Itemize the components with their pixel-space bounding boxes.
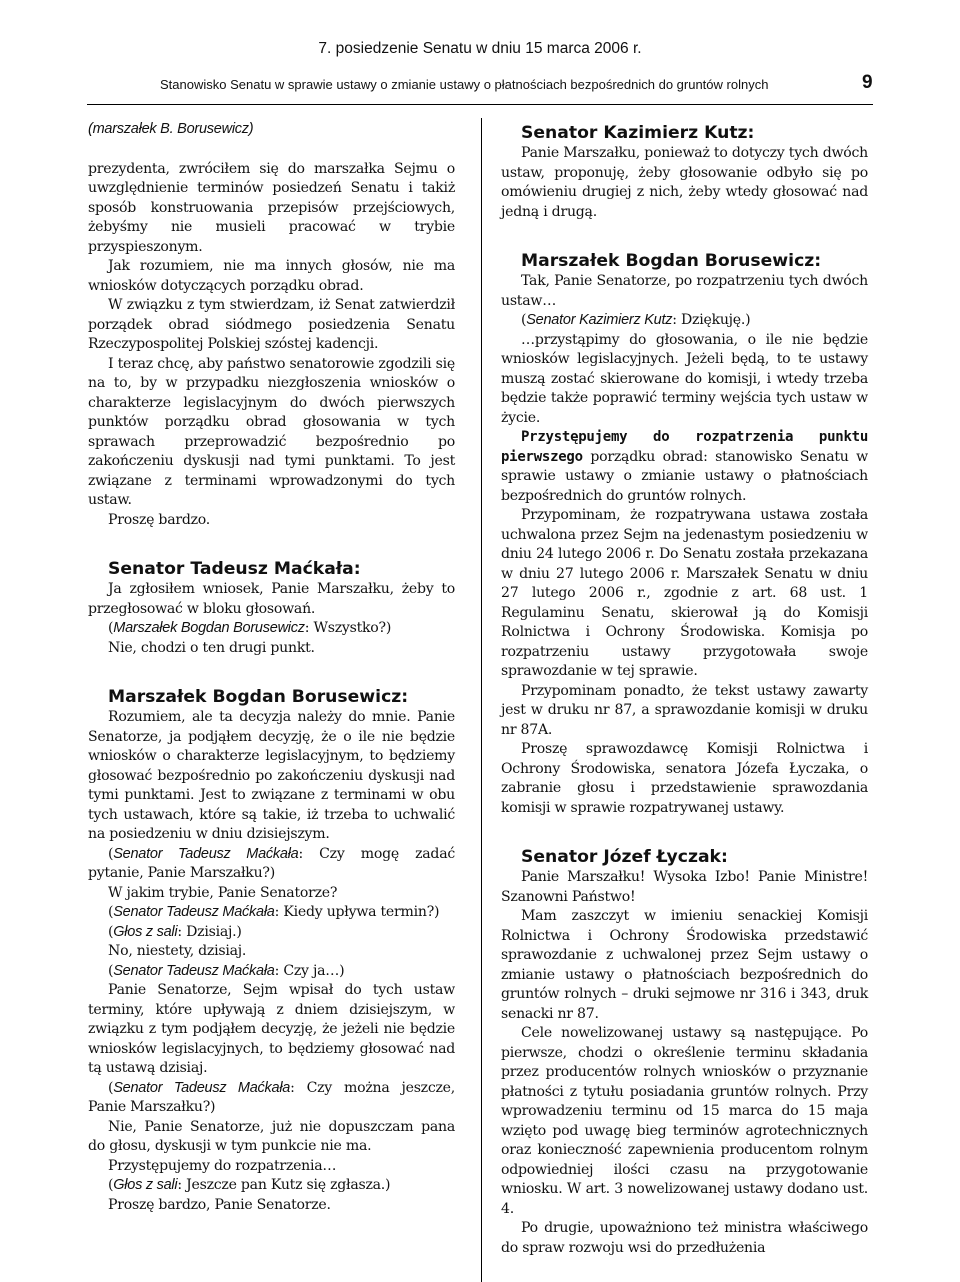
agenda-text: porządku obrad: stanowisko Senatu w sprawie ustawy o zmianie ustawy o płatnościach bezpośrednich do gruntów rolnych. — [501, 448, 868, 504]
paragraph: Rozumiem, ale ta decyzja należy do mnie. Panie Senatorze, ja podjąłem decyzję, że o ile nie będzie wniosków o charakterze legislacyjnym, to będziemy głosować bezpośrednio po zakończeniu dyskusji nad tymi punktami. Jest to związane z terminami w obu tych ustawach, które są takie, iż trzeba to uchwalić na posiedzeniu w dniu dzisiejszym. — [88, 709, 455, 842]
paragraph: Cele nowelizowanej ustawy są następujące. Po pierwsze, chodzi o określenie terminu składania przez producentów rolnych wniosków o przyznanie płatności z tytułu posiadania gruntów rolnych. Przy wprowadzeniu terminu od 15 marca do 15 maja wzięto pod uwagę bieg terminów agrotechnicznych oraz konieczność zapewnienia producentom rolnym odpowiedniej ilości czasu na przygotowanie wniosku. W art. 3 nowelizowanej ustawy dodano ust. 4. — [501, 1025, 868, 1217]
speaker-heading: Senator Tadeusz Maćkała: — [108, 559, 361, 579]
speaker-heading: Senator Kazimierz Kutz: — [521, 123, 755, 143]
page-header-title: 7. posiedzenie Senatu w dniu 15 marca 2006 r. — [318, 40, 642, 57]
interjection: (Senator Tadeusz Maćkała: Kiedy upływa termin?) — [108, 904, 440, 920]
interjection-speaker: Głos z sali — [113, 923, 178, 940]
interjection-text: : Czy ja…) — [274, 962, 345, 979]
paragraph: Mam zaszczyt w imieniu senackiej Komisji Rolnictwa i Ochrony Środowiska przedstawić sprawozdanie z uchwalonej przez Sejm ustawy o zmianie ustawy o płatnościach bezpośrednich do gruntów rolnych – druki sejmowe nr 316 i 343, druk senacki nr 87. — [501, 908, 868, 1022]
interjection-speaker: Senator Tadeusz Maćkała — [113, 1079, 291, 1096]
page-number: 9 — [862, 72, 873, 93]
interjection: (Głos z sali: Dzisiaj.) — [108, 923, 242, 940]
right-column — [501, 122, 868, 1258]
interjection-text: : Czy mogę zadać pytanie, Panie Marszałku?) — [88, 845, 455, 881]
paragraph: Panie Marszałku, ponieważ to dotyczy tych dwóch ustaw, proponuję, żeby głosowanie odbyło się po omówieniu drugiej z nich, żeby wtedy głosować nad jedną i drugą. — [501, 145, 868, 220]
interjection-speaker: Marszałek Bogdan Borusewicz — [113, 620, 305, 636]
paragraph: Przypominam ponadto, że tekst ustawy zawarty jest w druku nr 87, a sprawozdanie komisji w druku nr 87A. — [501, 682, 868, 738]
interjection: (Senator Tadeusz Maćkała: Czy mogę zadać pytanie, Panie Marszałku?) — [88, 845, 455, 881]
interjection-text: : Dziękuję.) — [672, 312, 751, 328]
paragraph: Panie Senatorze, Sejm wpisał do tych ustaw terminy, które upływają z dniem dzisiejszym, w związku z tym podjąłem decyzję, że jeżeli nie będzie wniosków legislacyjnych, to będziemy głosować nad tą ustawą dzisiaj. — [88, 982, 455, 1076]
speaker-heading: Senator Józef Łyczak: — [521, 847, 728, 867]
paragraph: I teraz chcę, aby państwo senatorowie zgodzili się na to, by w przypadku niezgłoszenia wniosków o charakterze legislacyjnym do dwóch pierwszych punktów porządku obrad głosowania w tych sprawach przeprowadzić bezpośrednio po zakończeniu dyskusji nad tymi punktami. To jest związane z terminami wprowadzonymi do tych ustaw. — [88, 355, 455, 508]
agenda-item-emphasis: Przystępujemy do rozpatrzenia punktu pierwszego — [501, 429, 868, 465]
paragraph: Panie Marszałku! Wysoka Izbo! Panie Ministre! Szanowni Państwo! — [501, 869, 868, 905]
paragraph: Ja zgłosiłem wniosek, Panie Marszałku, żeby to przegłosować w bloku głosowań. — [88, 581, 455, 617]
paragraph: Proszę sprawozdawcę Komisji Rolnictwa i Ochrony Środowiska, senatora Józefa Łyczaka, o zabranie głosu i przedstawienie sprawozdania komisji w sprawie rozpatrywanej ustawy. — [501, 741, 868, 816]
interjection-text: : Czy można jeszcze, Panie Marszałku?) — [88, 1079, 455, 1115]
agenda-paragraph — [501, 428, 868, 506]
speaker-note: (marszałek B. Borusewicz) — [88, 121, 254, 137]
paragraph: Proszę bardzo, Panie Senatorze. — [108, 1196, 331, 1213]
paragraph: Nie, Panie Senatorze, już nie dopuszczam pana do głosu, dyskusji w tym punkcie nie ma. — [88, 1118, 455, 1154]
paragraph: prezydenta, zwróciłem się do marszałka Sejmu o uwzględnienie terminów posiedzeń Senatu i takiż sposób konstruowania przepisów przejściowych, żebyśmy nie musieli pracować w trybie przyspieszonym. — [88, 160, 455, 255]
interjection-speaker: Senator Tadeusz Maćkała — [113, 904, 275, 920]
paragraph: Nie, chodzi o ten drugi punkt. — [108, 639, 315, 656]
header-rule — [87, 104, 873, 105]
paragraph: Przystępujemy do rozpatrzenia… — [108, 1157, 337, 1174]
speaker-heading: Marszałek Bogdan Borusewicz: — [108, 687, 409, 707]
interjection-speaker: Senator Tadeusz Maćkała — [113, 845, 299, 862]
left-column — [88, 120, 455, 1215]
interjection-text: : Jeszcze pan Kutz się zgłasza.) — [177, 1177, 391, 1193]
paragraph: Przypominam, że rozpatrywana ustawa została uchwalona przez Sejm na jedenastym posiedzeniu w dniu 24 lutego 2006 r. Do Senatu została przekazana w dniu 27 lutego 2006 r. Marszałek Senatu w dniu 27 lutego 2006 r., zgodnie z art. 68 ust. 1 Regulaminu Senatu, skierował ją do Komisji Rolnictwa i Ochrony Środowiska. Komisja po rozpatrzeniu ustawy przygotowała swoje sprawozdanie w tej sprawie. — [501, 507, 868, 679]
interjection: (Senator Kazimierz Kutz: Dziękuję.) — [521, 312, 751, 328]
interjection-text: : Dzisiaj.) — [177, 923, 242, 940]
paragraph: Po drugie, upoważniono też ministra właściwego do spraw rozwoju wsi do przedłużenia — [501, 1220, 868, 1256]
interjection: (Senator Tadeusz Maćkała: Czy można jeszcze, Panie Marszałku?) — [88, 1079, 455, 1115]
column-divider — [481, 118, 482, 1282]
interjection-speaker: Senator Tadeusz Maćkała — [113, 962, 275, 979]
interjection-text: : Kiedy upływa termin?) — [274, 904, 440, 920]
speaker-heading: Marszałek Bogdan Borusewicz: — [521, 251, 822, 271]
paragraph: W związku z tym stwierdzam, iż Senat zatwierdził porządek obrad siódmego posiedzenia Senatu Rzeczypospolitej Polskiej szóstej kadencji. — [88, 297, 455, 352]
page-header-subtitle: Stanowisko Senatu w sprawie ustawy o zmianie ustawy o płatnościach bezpośrednich do gruntów rolnych — [160, 77, 769, 92]
paragraph: Jak rozumiem, nie ma innych głosów, nie ma wniosków dotyczących porządku obrad. — [88, 258, 455, 294]
interjection-text: : Wszystko?) — [304, 620, 392, 636]
interjection: (Głos z sali: Jeszcze pan Kutz się zgłasza.) — [108, 1177, 391, 1193]
paragraph: Proszę bardzo. — [108, 511, 211, 528]
interjection-speaker: Głos z sali — [113, 1177, 178, 1193]
paragraph: Tak, Panie Senatorze, po rozpatrzeniu tych dwóch ustaw… — [501, 273, 868, 309]
paragraph: W jakim trybie, Panie Senatorze? — [108, 884, 338, 901]
interjection: (Marszałek Bogdan Borusewicz: Wszystko?) — [108, 620, 392, 636]
interjection-speaker: Senator Kazimierz Kutz — [526, 312, 673, 328]
interjection: (Senator Tadeusz Maćkała: Czy ja…) — [108, 962, 345, 979]
paragraph: No, niestety, dzisiaj. — [108, 943, 247, 959]
paragraph: …przystąpimy do głosowania, o ile nie będzie wniosków legislacyjnych. Jeżeli będą, to te ustawy muszą zostać skierowane do komisji, i wtedy trzeba będzie także poprawić terminy wejścia tych ustaw w życie. — [501, 331, 868, 426]
